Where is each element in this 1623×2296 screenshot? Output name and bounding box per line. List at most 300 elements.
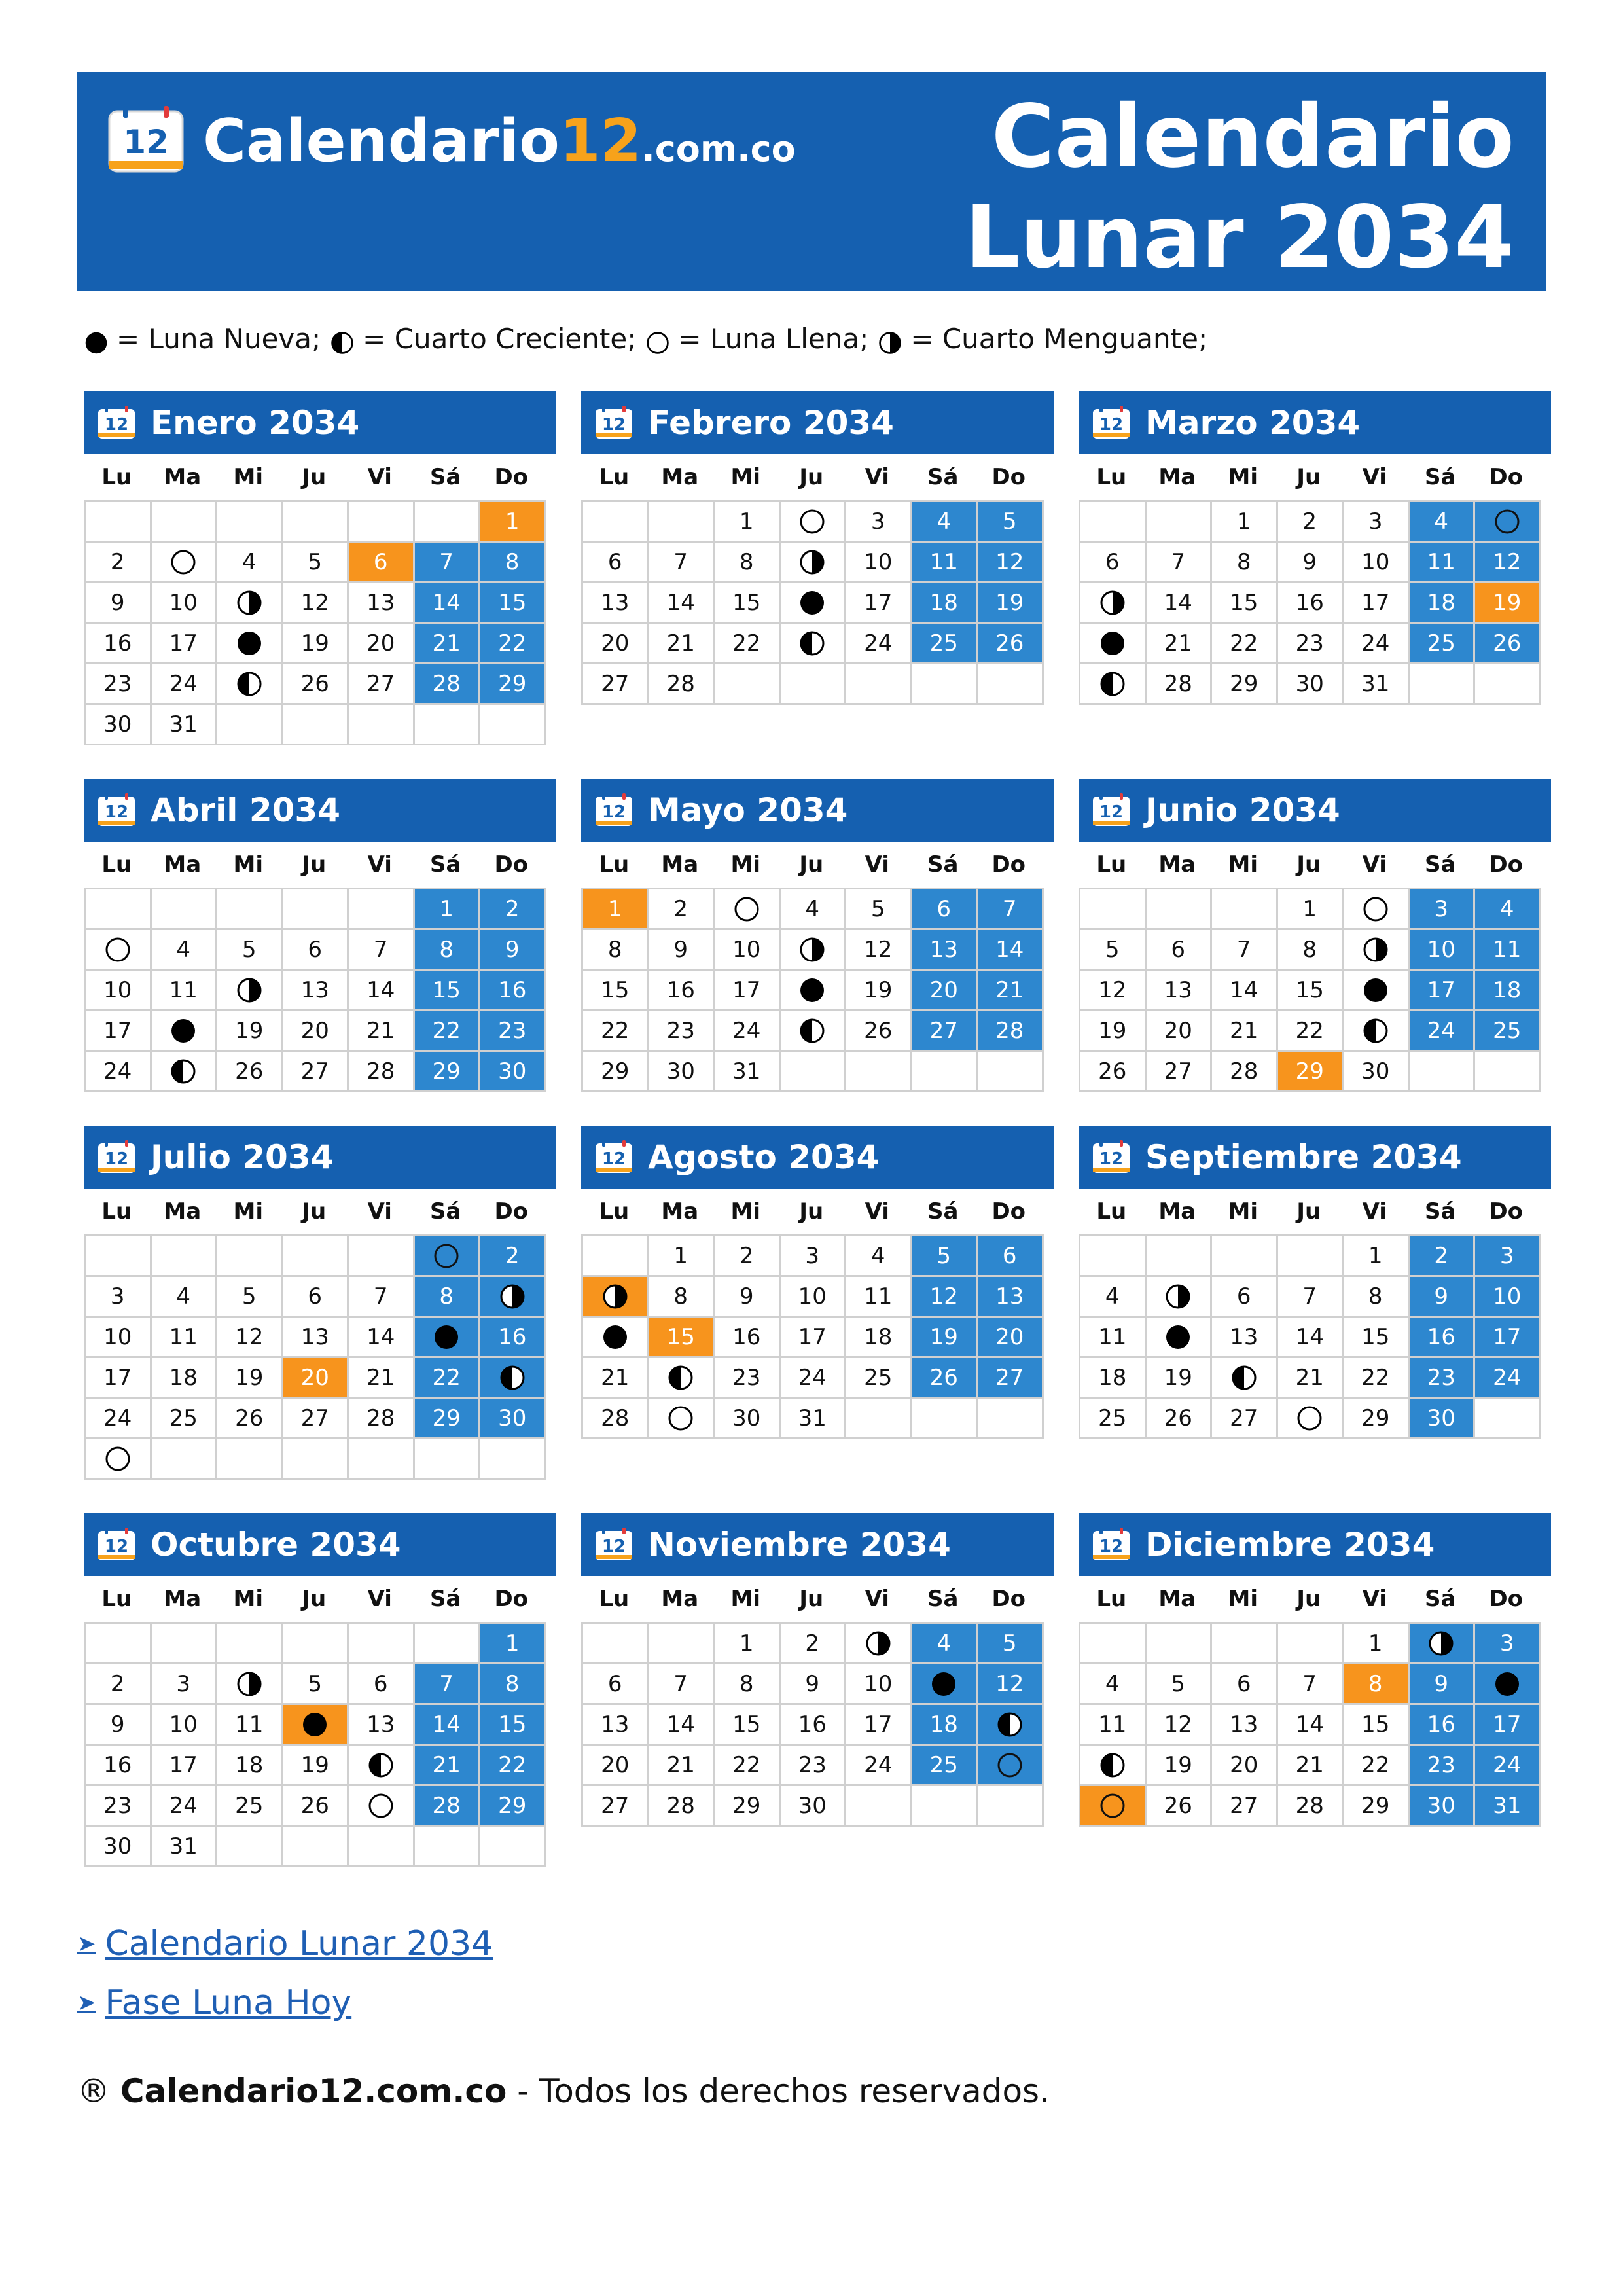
day-cell: 24 (715, 1011, 781, 1052)
day-cell: 28 (415, 1786, 481, 1827)
weekday-label: Ma (164, 1586, 202, 1612)
month-header (84, 391, 556, 454)
day-cell: 26 (283, 1786, 349, 1827)
weekday-label: Ju (1296, 852, 1321, 878)
empty-day-cell (152, 889, 218, 930)
moon-new-icon (1362, 977, 1389, 1004)
moon-first-icon (1362, 1017, 1389, 1045)
month-header (1079, 391, 1551, 454)
week-row (1080, 1277, 1541, 1318)
month-header (84, 1126, 556, 1189)
day-cell: 21 (1278, 1746, 1344, 1786)
day-cell: 1 (480, 502, 546, 543)
empty-day-cell (152, 1236, 218, 1277)
day-cell: 1 (715, 502, 781, 543)
day-cell: 22 (415, 1358, 481, 1399)
day-cell (846, 1624, 912, 1664)
moon-full-icon (1099, 1792, 1126, 1820)
week-row (86, 583, 546, 624)
moon-full-icon (1493, 508, 1521, 535)
day-cell: 15 (480, 583, 546, 624)
empty-day-cell (912, 1786, 978, 1827)
day-cell: 20 (583, 624, 649, 664)
day-cell: 24 (1475, 1358, 1541, 1399)
weekday-label: Lu (599, 464, 630, 490)
day-cell: 28 (1212, 1052, 1278, 1092)
day-cell: 14 (1278, 1318, 1344, 1358)
day-cell: 2 (86, 543, 152, 583)
day-cell: 16 (480, 1318, 546, 1358)
day-cell (1344, 930, 1410, 971)
day-cell: 13 (349, 583, 415, 624)
day-cell (781, 583, 847, 624)
day-cell: 23 (86, 664, 152, 705)
moon-full-icon (104, 936, 132, 963)
svg-text:12: 12 (601, 1149, 626, 1169)
day-cell: 22 (1344, 1358, 1410, 1399)
day-cell: 3 (86, 1277, 152, 1318)
empty-day-cell (1475, 1399, 1541, 1439)
day-cell (480, 1277, 546, 1318)
day-cell (781, 1011, 847, 1052)
day-cell: 23 (86, 1786, 152, 1827)
week-row (583, 1236, 1044, 1277)
day-cell: 8 (715, 1664, 781, 1705)
weekday-label: Mi (233, 1198, 263, 1225)
month-calendar (84, 1513, 556, 1859)
day-cell: 28 (349, 1399, 415, 1439)
day-cell: 4 (1080, 1664, 1147, 1705)
week-row (583, 1705, 1044, 1746)
day-cell (781, 543, 847, 583)
day-cell: 31 (152, 1827, 218, 1867)
day-cell: 28 (349, 1052, 415, 1092)
weekday-label: Ju (799, 852, 824, 878)
day-cell: 23 (649, 1011, 715, 1052)
day-cell: 12 (283, 583, 349, 624)
weekday-header (84, 454, 556, 500)
day-cell: 8 (1212, 543, 1278, 583)
week-row (1080, 502, 1541, 543)
month-header (581, 1126, 1054, 1189)
day-cell (283, 1705, 349, 1746)
weekday-label: Lu (101, 852, 132, 878)
week-row (583, 971, 1044, 1011)
week-row (1080, 1052, 1541, 1092)
weekday-label: Ma (661, 1198, 699, 1225)
day-cell: 7 (1212, 930, 1278, 971)
weekday-label: Vi (367, 852, 392, 878)
weekday-header (581, 1576, 1054, 1622)
moon-last-icon (1099, 589, 1126, 617)
day-cell: 6 (978, 1236, 1044, 1277)
calendar-icon (594, 1140, 633, 1174)
month-calendar (1079, 391, 1551, 697)
weekday-label: Ju (302, 852, 327, 878)
weekday-label: Ju (1296, 464, 1321, 490)
page-header (77, 72, 1546, 291)
weekday-label: Sá (1425, 852, 1456, 878)
empty-day-cell (217, 705, 283, 745)
week-row (583, 930, 1044, 971)
week-row (583, 502, 1044, 543)
day-cell: 24 (1410, 1011, 1476, 1052)
link-fase-luna-hoy-label: Fase Luna Hoy (105, 1983, 352, 2022)
month-calendar (581, 1513, 1054, 1819)
day-cell: 1 (415, 889, 481, 930)
day-cell: 1 (649, 1236, 715, 1277)
link-calendario-lunar[interactable] (77, 1924, 493, 1964)
day-cell (649, 1399, 715, 1439)
day-cell: 17 (715, 971, 781, 1011)
day-cell: 18 (912, 1705, 978, 1746)
day-cell: 25 (1475, 1011, 1541, 1052)
day-cell: 10 (781, 1277, 847, 1318)
day-cell (781, 502, 847, 543)
calendar-icon (1092, 1140, 1131, 1174)
week-row (86, 971, 546, 1011)
day-cell: 16 (1410, 1705, 1476, 1746)
day-cell: 11 (846, 1277, 912, 1318)
day-cell: 25 (1080, 1399, 1147, 1439)
calendar-icon (594, 1528, 633, 1562)
weekday-header (1079, 842, 1551, 888)
day-cell: 30 (715, 1399, 781, 1439)
day-cell (217, 583, 283, 624)
legend-label: = Cuarto Menguante; (910, 323, 1208, 355)
day-cell (217, 971, 283, 1011)
empty-day-cell (1147, 1236, 1213, 1277)
weekday-label: Ma (661, 464, 699, 490)
moon-full-icon (667, 1405, 694, 1432)
empty-day-cell (283, 502, 349, 543)
day-cell: 7 (415, 543, 481, 583)
empty-day-cell (283, 1624, 349, 1664)
logo-text-domain: .com.co (641, 128, 796, 170)
weekday-header (581, 842, 1054, 888)
day-cell: 21 (415, 1746, 481, 1786)
day-cell: 26 (1147, 1786, 1213, 1827)
empty-day-cell (217, 1236, 283, 1277)
moon-first-icon (798, 1017, 826, 1045)
week-row (583, 1399, 1044, 1439)
calendar-icon (97, 1140, 136, 1174)
month-calendar (1079, 1513, 1551, 1819)
weekday-label: Mi (1228, 464, 1258, 490)
month-calendar (84, 1126, 556, 1431)
weekday-label: Do (991, 1586, 1026, 1612)
week-row (1080, 1786, 1541, 1827)
day-cell: 11 (1080, 1705, 1147, 1746)
weekday-label: Sá (927, 1586, 959, 1612)
day-cell: 24 (86, 1399, 152, 1439)
day-cell (86, 1439, 152, 1480)
weekday-label: Vi (865, 852, 889, 878)
day-cell (349, 1786, 415, 1827)
day-cell: 2 (480, 889, 546, 930)
weekday-label: Mi (730, 1198, 760, 1225)
day-cell: 17 (152, 624, 218, 664)
svg-text:12: 12 (1099, 1537, 1124, 1556)
day-cell: 19 (1080, 1011, 1147, 1052)
legend-label: = Cuarto Creciente; (363, 323, 637, 355)
weekday-label: Lu (599, 852, 630, 878)
moon-last-icon (236, 977, 263, 1004)
day-cell: 30 (1344, 1052, 1410, 1092)
day-cell: 13 (912, 930, 978, 971)
weekday-label: Sá (927, 464, 959, 490)
week-row (1080, 624, 1541, 664)
day-cell: 7 (415, 1664, 481, 1705)
day-cell: 8 (415, 930, 481, 971)
week-row (1080, 543, 1541, 583)
day-cell: 6 (283, 1277, 349, 1318)
day-cell: 28 (978, 1011, 1044, 1052)
week-row (1080, 930, 1541, 971)
empty-day-cell (152, 1439, 218, 1480)
weekday-label: Vi (367, 464, 392, 490)
day-cell: 19 (978, 583, 1044, 624)
day-cell: 28 (415, 664, 481, 705)
week-row (583, 1786, 1044, 1827)
empty-day-cell (349, 705, 415, 745)
link-fase-luna-hoy[interactable] (77, 1983, 493, 2022)
day-cell: 13 (1212, 1318, 1278, 1358)
month-title: Septiembre 2034 (1145, 1138, 1462, 1176)
moon-first-icon (236, 670, 263, 698)
empty-day-cell (1475, 664, 1541, 705)
weekday-label: Lu (101, 464, 132, 490)
day-cell: 28 (1278, 1786, 1344, 1827)
day-cell: 8 (1344, 1664, 1410, 1705)
day-cell: 28 (1147, 664, 1213, 705)
day-cell: 17 (152, 1746, 218, 1786)
day-cell: 1 (1344, 1624, 1410, 1664)
day-cell: 26 (1475, 624, 1541, 664)
day-cell: 8 (415, 1277, 481, 1318)
week-row (86, 502, 546, 543)
weekday-label: Do (1489, 1586, 1524, 1612)
footer-text: - Todos los derechos reservados. (507, 2072, 1050, 2110)
moon-first-icon (169, 1058, 197, 1085)
week-row (583, 1624, 1044, 1664)
day-cell (1080, 624, 1147, 664)
empty-day-cell (583, 1624, 649, 1664)
moon-last-icon (798, 548, 826, 576)
day-cell: 21 (415, 624, 481, 664)
weekday-header (581, 1189, 1054, 1234)
day-cell: 3 (1410, 889, 1476, 930)
day-cell: 10 (715, 930, 781, 971)
empty-day-cell (415, 1624, 481, 1664)
day-cell (415, 1318, 481, 1358)
day-cell: 5 (283, 543, 349, 583)
moon-new-icon (433, 1323, 460, 1351)
week-row (583, 624, 1044, 664)
day-cell: 1 (1278, 889, 1344, 930)
day-cell: 9 (480, 930, 546, 971)
day-cell: 8 (480, 543, 546, 583)
day-cell: 4 (912, 502, 978, 543)
weekday-label: Do (1489, 852, 1524, 878)
empty-day-cell (1212, 1236, 1278, 1277)
day-cell: 31 (152, 705, 218, 745)
day-cell: 15 (1344, 1705, 1410, 1746)
month-header (1079, 779, 1551, 842)
month-title: Abril 2034 (151, 791, 340, 829)
day-cell: 17 (781, 1318, 847, 1358)
day-cell: 17 (1410, 971, 1476, 1011)
day-cell: 25 (912, 1746, 978, 1786)
moon-last-icon (798, 936, 826, 963)
empty-day-cell (349, 1439, 415, 1480)
week-row (1080, 1236, 1541, 1277)
day-cell: 9 (1410, 1664, 1476, 1705)
day-cell: 5 (283, 1664, 349, 1705)
site-logo[interactable] (203, 102, 796, 188)
day-cell (1410, 1624, 1476, 1664)
day-cell (480, 1358, 546, 1399)
legend-label: = Luna Llena; (678, 323, 869, 355)
day-cell: 6 (1212, 1277, 1278, 1318)
day-cell: 14 (649, 1705, 715, 1746)
empty-day-cell (283, 1236, 349, 1277)
day-cell: 30 (1410, 1399, 1476, 1439)
moon-full-icon (104, 1445, 132, 1473)
page-title-line1: Calendario (991, 86, 1514, 187)
moon-first-icon (1230, 1364, 1258, 1391)
weekday-label: Ju (1296, 1198, 1321, 1225)
day-cell: 12 (912, 1277, 978, 1318)
week-row (583, 1318, 1044, 1358)
empty-day-cell (1410, 1052, 1476, 1092)
moon-full-icon (996, 1751, 1024, 1779)
empty-day-cell (912, 1399, 978, 1439)
day-cell: 13 (283, 971, 349, 1011)
empty-day-cell (1147, 502, 1213, 543)
day-cell: 4 (152, 1277, 218, 1318)
week-row (1080, 1399, 1541, 1439)
day-cell: 19 (217, 1011, 283, 1052)
day-cell: 17 (86, 1358, 152, 1399)
day-cell: 20 (1212, 1746, 1278, 1786)
weekday-label: Vi (367, 1586, 392, 1612)
month-title: Noviembre 2034 (648, 1526, 951, 1564)
day-cell: 29 (415, 1052, 481, 1092)
empty-day-cell (1410, 664, 1476, 705)
link-calendario-lunar-label: Calendario Lunar 2034 (105, 1924, 493, 1964)
day-cell: 19 (846, 971, 912, 1011)
weekday-label: Mi (1228, 1586, 1258, 1612)
empty-day-cell (1212, 889, 1278, 930)
day-cell (978, 1705, 1044, 1746)
month-grid (1079, 888, 1541, 1092)
weekday-label: Ma (661, 852, 699, 878)
week-row (1080, 1624, 1541, 1664)
day-cell: 8 (1278, 930, 1344, 971)
moon-last-icon (1164, 1283, 1192, 1310)
day-cell: 7 (1278, 1664, 1344, 1705)
day-cell: 25 (217, 1786, 283, 1827)
calendar-icon (1092, 793, 1131, 827)
weekday-label: Lu (599, 1586, 630, 1612)
day-cell: 4 (1410, 502, 1476, 543)
empty-day-cell (349, 1236, 415, 1277)
month-title: Marzo 2034 (1145, 404, 1361, 442)
week-row (86, 930, 546, 971)
day-cell: 27 (1212, 1399, 1278, 1439)
day-cell: 2 (1410, 1236, 1476, 1277)
weekday-header (1079, 454, 1551, 500)
day-cell: 8 (1344, 1277, 1410, 1318)
day-cell: 6 (583, 1664, 649, 1705)
day-cell: 2 (480, 1236, 546, 1277)
day-cell: 19 (217, 1358, 283, 1399)
day-cell: 16 (715, 1318, 781, 1358)
day-cell: 4 (781, 889, 847, 930)
weekday-label: Mi (233, 1586, 263, 1612)
day-cell (217, 624, 283, 664)
week-row (1080, 1318, 1541, 1358)
day-cell (781, 624, 847, 664)
day-cell: 26 (912, 1358, 978, 1399)
day-cell: 27 (978, 1358, 1044, 1399)
day-cell: 14 (1212, 971, 1278, 1011)
day-cell: 12 (978, 543, 1044, 583)
weekday-label: Sá (927, 852, 959, 878)
day-cell: 29 (715, 1786, 781, 1827)
day-cell (86, 930, 152, 971)
week-row (583, 1277, 1044, 1318)
empty-day-cell (86, 502, 152, 543)
day-cell: 10 (1410, 930, 1476, 971)
moon-first-icon (330, 327, 355, 351)
day-cell: 20 (283, 1358, 349, 1399)
svg-text:12: 12 (104, 1537, 129, 1556)
day-cell: 27 (283, 1052, 349, 1092)
day-cell: 22 (480, 624, 546, 664)
day-cell: 24 (1344, 624, 1410, 664)
day-cell: 7 (649, 543, 715, 583)
weekday-header (84, 842, 556, 888)
weekday-label: Ma (661, 1586, 699, 1612)
empty-day-cell (86, 1624, 152, 1664)
weekday-label: Do (494, 852, 529, 878)
day-cell: 20 (349, 624, 415, 664)
day-cell: 21 (349, 1011, 415, 1052)
weekday-label: Vi (1362, 852, 1387, 878)
day-cell: 27 (349, 664, 415, 705)
empty-day-cell (846, 1052, 912, 1092)
week-row (86, 624, 546, 664)
day-cell: 14 (1278, 1705, 1344, 1746)
week-row (86, 1011, 546, 1052)
empty-day-cell (86, 889, 152, 930)
day-cell: 31 (781, 1399, 847, 1439)
day-cell: 15 (583, 971, 649, 1011)
empty-day-cell (715, 664, 781, 705)
day-cell: 18 (152, 1358, 218, 1399)
empty-day-cell (781, 664, 847, 705)
footer (77, 2072, 1050, 2110)
day-cell: 19 (1475, 583, 1541, 624)
day-cell (152, 1052, 218, 1092)
day-cell: 15 (1278, 971, 1344, 1011)
legend-label: = Luna Nueva; (116, 323, 321, 355)
day-cell: 14 (349, 971, 415, 1011)
day-cell: 11 (152, 1318, 218, 1358)
month-title: Julio 2034 (151, 1138, 334, 1176)
